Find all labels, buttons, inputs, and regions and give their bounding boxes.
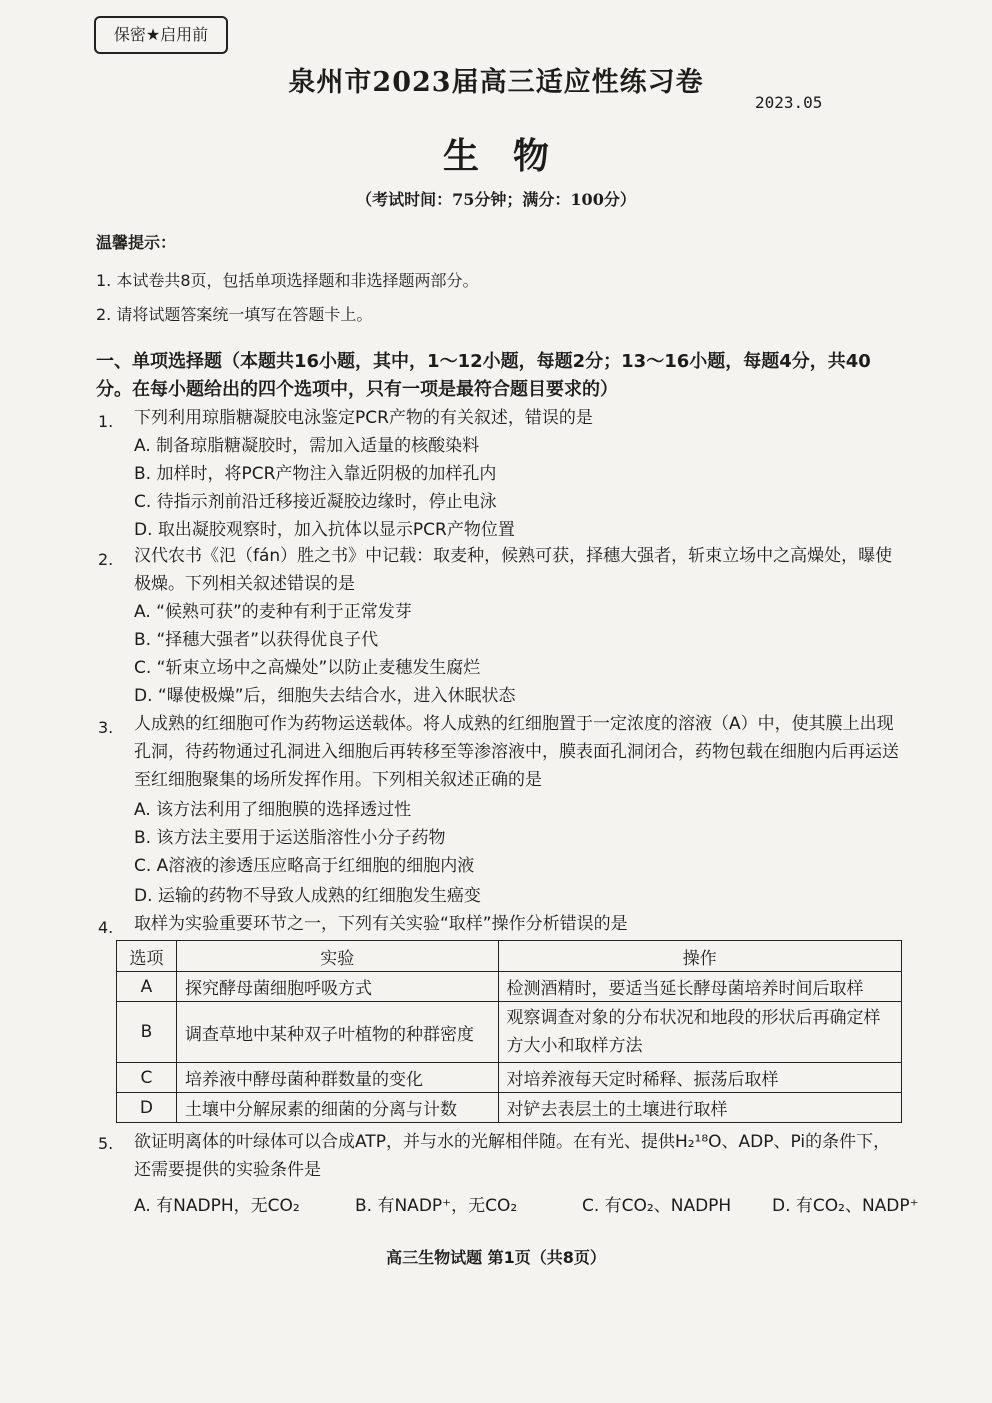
table-cell: 对铲去表层土的土壤进行取样 bbox=[498, 1093, 901, 1123]
option-b: B. 加样时，将PCR产物注入靠近阴极的加样孔内 bbox=[134, 464, 497, 484]
option-b: B. 该方法主要用于运送脂溶性小分子药物 bbox=[134, 828, 446, 848]
table-cell: 对培养液每天定时稀释、振荡后取样 bbox=[498, 1063, 901, 1093]
question-text: 人成熟的红细胞可作为药物运送载体。将人成熟的红细胞置于一定浓度的溶液（A）中，使其膜上出现孔洞，待药物通过孔洞进入细胞后再转移至等渗溶液中，膜表面孔洞闭合，药物包载在细胞内后再运送至红细胞聚集的场所发挥作用。下列相关叙述正确的是 bbox=[134, 714, 899, 790]
table-header-row bbox=[117, 941, 902, 972]
table-cell: 调查草地中某种双子叶植物的种群密度 bbox=[176, 1002, 498, 1063]
option-c: C. “斩束立场中之高燥处”以防止麦穗发生腐烂 bbox=[134, 658, 481, 678]
table-row bbox=[117, 1002, 902, 1063]
option-b: B. 有NADP⁺，无CO₂ bbox=[355, 1196, 518, 1216]
option-c: C. 待指示剂前沿迁移接近凝胶边缘时，停止电泳 bbox=[134, 492, 497, 512]
table-row bbox=[117, 1093, 902, 1123]
question-text: 取样为实验重要环节之一，下列有关实验“取样”操作分析错误的是 bbox=[134, 914, 628, 934]
table-cell: A bbox=[117, 972, 177, 1002]
section-heading: 一、单项选择题（本题共16小题，其中，1～12小题，每题2分；13～16小题，每题4分，共40分。在每小题给出的四个选项中，只有一项是最符合题目要求的） bbox=[96, 351, 871, 400]
option-a: A. 该方法利用了细胞膜的选择透过性 bbox=[134, 800, 412, 820]
question-number: 4. bbox=[98, 918, 114, 937]
option-d: D. 有CO₂、NADP⁺ bbox=[772, 1196, 919, 1216]
option-a: A. “候熟可获”的麦种有利于正常发芽 bbox=[134, 602, 412, 622]
question-text: 欲证明离体的叶绿体可以合成ATP，并与水的光解相伴随。在有光、提供H₂¹⁸O、ADP、Pi的条件下，还需要提供的实验条件是 bbox=[134, 1132, 891, 1180]
experiment-table bbox=[116, 940, 902, 1123]
page-footer: 高三生物试题 第1页（共8页） bbox=[386, 1248, 606, 1267]
exam-date: 2023.05 bbox=[755, 93, 823, 112]
option-c: C. A溶液的渗透压应略高于红细胞的细胞内液 bbox=[134, 856, 475, 876]
table-cell: 土壤中分解尿素的细菌的分离与计数 bbox=[176, 1093, 498, 1123]
table-cell: 检测酒精时，要适当延长酵母菌培养时间后取样 bbox=[498, 972, 901, 1002]
subject-title: 生物 bbox=[442, 135, 583, 177]
tip-item: 1. 本试卷共8页，包括单项选择题和非选择题两部分。 bbox=[96, 271, 479, 290]
exam-title: 泉州市2023届高三适应性练习卷 bbox=[288, 67, 704, 98]
question-number: 1. bbox=[98, 412, 114, 431]
question-number: 5. bbox=[98, 1134, 114, 1153]
exam-info: （考试时间：75分钟；满分：100分） bbox=[356, 190, 636, 209]
question-number: 2. bbox=[98, 550, 114, 569]
table-header: 操作 bbox=[498, 941, 901, 972]
option-a: A. 有NADPH，无CO₂ bbox=[134, 1196, 300, 1216]
option-b: B. “择穗大强者”以获得优良子代 bbox=[134, 630, 379, 650]
table-cell: C bbox=[117, 1063, 177, 1093]
table-cell: D bbox=[117, 1093, 177, 1123]
table-row bbox=[117, 972, 902, 1002]
table-cell: 探究酵母菌细胞呼吸方式 bbox=[176, 972, 498, 1002]
question-number: 3. bbox=[98, 718, 114, 737]
option-c: C. 有CO₂、NADPH bbox=[582, 1196, 732, 1216]
option-d: D. “曝使极燥”后，细胞失去结合水，进入休眠状态 bbox=[134, 686, 516, 706]
tip-item: 2. 请将试题答案统一填写在答题卡上。 bbox=[96, 305, 373, 324]
table-cell: 培养液中酵母菌种群数量的变化 bbox=[176, 1063, 498, 1093]
table-row bbox=[117, 1063, 902, 1093]
confidential-stamp: 保密★启用前 bbox=[94, 16, 228, 54]
option-a: A. 制备琼脂糖凝胶时，需加入适量的核酸染料 bbox=[134, 436, 480, 456]
table-header: 实验 bbox=[176, 941, 498, 972]
table-cell: 观察调查对象的分布状况和地段的形状后再确定样方大小和取样方法 bbox=[498, 1002, 901, 1063]
table-header: 选项 bbox=[117, 941, 177, 972]
option-d: D. 取出凝胶观察时，加入抗体以显示PCR产物位置 bbox=[134, 520, 515, 540]
table-cell: B bbox=[117, 1002, 177, 1063]
option-d: D. 运输的药物不导致人成熟的红细胞发生癌变 bbox=[134, 886, 481, 906]
question-text: 汉代农书《氾（fán）胜之书》中记载：取麦种，候熟可获，择穗大强者，斩束立场中之高燥处，曝使极燥。下列相关叙述错误的是 bbox=[134, 546, 893, 594]
question-text: 下列利用琼脂糖凝胶电泳鉴定PCR产物的有关叙述，错误的是 bbox=[134, 408, 593, 428]
tips-heading: 温馨提示： bbox=[96, 233, 177, 252]
